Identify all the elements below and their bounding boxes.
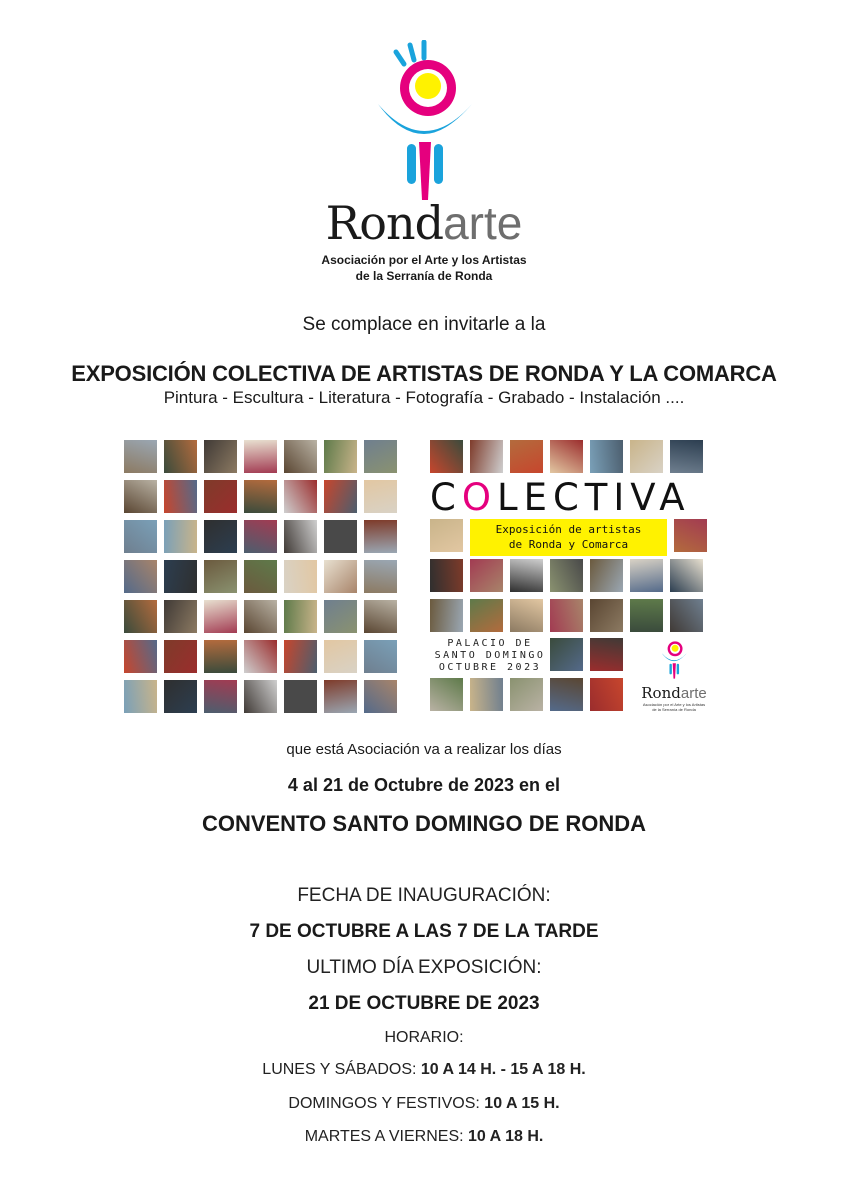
artwork-thumbnail: [324, 640, 357, 673]
artwork-mosaic-left: [124, 440, 397, 713]
artwork-thumbnail: [164, 440, 197, 473]
poster-headline: [430, 478, 710, 518]
poster-middle-rows: [430, 559, 703, 632]
artwork-thumbnail: [470, 559, 503, 592]
poster-venue-line-3: OCTUBRE 2023: [438, 662, 542, 673]
hours-row: [0, 1128, 848, 1146]
hours-row: [0, 1095, 848, 1113]
artwork-thumbnail: [550, 678, 583, 711]
exhibition-title: EXPOSICIÓN COLECTIVA DE ARTISTAS DE RONDA Y LA COMARCA: [71, 361, 777, 386]
artwork-thumbnail: [164, 480, 197, 513]
artwork-thumbnail: [284, 520, 317, 553]
artwork-thumbnail: [284, 480, 317, 513]
wordmark-arte: arte: [443, 197, 523, 249]
artwork-thumbnail: [590, 599, 623, 632]
artwork-thumbnail: [244, 440, 277, 473]
poster-bottom-row: [430, 678, 623, 711]
artwork-thumbnail: [204, 680, 237, 713]
hours-time: 10 A 14 H. - 15 A 18 H.: [420, 1061, 586, 1078]
poster-mini-logo-icon: [659, 636, 689, 680]
last-day-label: ULTIMO DÍA EXPOSICIÓN:: [306, 957, 542, 978]
artwork-thumbnail: [550, 599, 583, 632]
poster-mini-rond: Rond: [641, 684, 681, 702]
artwork-thumbnail: [364, 480, 397, 513]
logo-tagline-line-1: Asociación por el Arte y los Artistas: [321, 253, 527, 267]
artwork-thumbnail: [324, 440, 357, 473]
artwork-thumbnail: [670, 559, 703, 592]
poster-headline-o: O: [461, 476, 497, 519]
artwork-thumbnail: [430, 559, 463, 592]
artwork-thumbnail: [204, 640, 237, 673]
artwork-thumbnail: [510, 599, 543, 632]
artwork-thumbnail: [244, 520, 277, 553]
artwork-thumbnail: [244, 560, 277, 593]
artwork-thumbnail: [164, 520, 197, 553]
artwork-thumbnail: [430, 519, 463, 552]
artwork-thumbnail: [674, 519, 707, 552]
rondarte-logo-figure-icon: [374, 40, 474, 205]
artwork-thumbnail: [430, 599, 463, 632]
poster-venue-line-1: PALACIO DE: [447, 638, 533, 649]
poster-headline-c: C: [430, 476, 462, 519]
poster-venue-line-2: SANTO DOMINGO: [434, 650, 546, 661]
artwork-thumbnail: [550, 440, 583, 473]
logo-tagline-line-2: de la Serranía de Ronda: [355, 269, 493, 283]
artwork-thumbnail: [164, 680, 197, 713]
artwork-thumbnail: [284, 680, 317, 713]
artwork-thumbnail: [510, 559, 543, 592]
artwork-thumbnail: [590, 638, 623, 671]
artwork-thumbnail: [510, 440, 543, 473]
artwork-thumbnail: [164, 560, 197, 593]
artwork-thumbnail: [470, 599, 503, 632]
artwork-thumbnail: [284, 560, 317, 593]
artwork-thumbnail: [364, 440, 397, 473]
artwork-thumbnail: [324, 480, 357, 513]
artwork-thumbnail: [590, 440, 623, 473]
opening-label: FECHA DE INAUGURACIÓN:: [297, 885, 551, 906]
poster-mini-tagline-1: Asociación por el Arte y los Artistas: [642, 702, 706, 707]
artwork-thumbnail: [284, 640, 317, 673]
poster-mini-tagline-2: de la Serranía de Ronda: [652, 707, 696, 712]
artwork-thumbnail: [670, 440, 703, 473]
artwork-thumbnail: [590, 559, 623, 592]
artwork-thumbnail: [364, 600, 397, 633]
artwork-thumbnail: [284, 600, 317, 633]
poster-venue: [430, 638, 550, 674]
poster-subtitle-box: [470, 519, 667, 556]
artwork-thumbnail: [244, 600, 277, 633]
artwork-thumbnail: [124, 600, 157, 633]
artwork-thumbnail: [590, 678, 623, 711]
rondarte-wordmark: [0, 196, 848, 250]
artwork-thumbnail: [670, 599, 703, 632]
artwork-thumbnail: [550, 559, 583, 592]
artwork-thumbnail: [284, 440, 317, 473]
hours-days: DOMINGOS Y FESTIVOS:: [288, 1095, 480, 1112]
hours-time: 10 A 15 H.: [484, 1095, 560, 1112]
poster-mini-arte: arte: [680, 685, 707, 702]
artwork-thumbnail: [364, 520, 397, 553]
artwork-thumbnail: [364, 560, 397, 593]
body-intro: que está Asociación va a realizar los días: [286, 741, 562, 758]
artwork-thumbnail: [244, 680, 277, 713]
artwork-thumbnail: [124, 440, 157, 473]
artwork-thumbnail: [204, 480, 237, 513]
artwork-thumbnail: [324, 560, 357, 593]
poster-box-line-2: de Ronda y Comarca: [508, 538, 629, 551]
exhibition-subtitle: Pintura - Escultura - Literatura - Fotografía - Grabado - Instalación ....: [163, 388, 685, 407]
artwork-thumbnail: [124, 480, 157, 513]
artwork-thumbnail: [324, 520, 357, 553]
poster-top-row: [430, 440, 703, 473]
artwork-thumbnail: [430, 678, 463, 711]
artwork-thumbnail: [630, 599, 663, 632]
artwork-thumbnail: [244, 480, 277, 513]
artwork-thumbnail: [124, 640, 157, 673]
hours-days: LUNES Y SÁBADOS:: [262, 1061, 417, 1078]
poster-lower-middle: [550, 638, 623, 671]
hours-days: MARTES A VIERNES:: [304, 1128, 464, 1145]
exhibition-venue: CONVENTO SANTO DOMINGO DE RONDA: [201, 811, 647, 836]
artwork-thumbnail: [164, 640, 197, 673]
artwork-thumbnail: [204, 600, 237, 633]
artwork-thumbnail: [470, 678, 503, 711]
artwork-thumbnail: [324, 600, 357, 633]
artwork-thumbnail: [364, 640, 397, 673]
artwork-thumbnail: [124, 680, 157, 713]
artwork-thumbnail: [630, 559, 663, 592]
hours-label: HORARIO:: [384, 1029, 464, 1046]
wordmark-rond: Rond: [325, 196, 444, 250]
hours-row: [0, 1061, 848, 1079]
artwork-thumbnail: [510, 678, 543, 711]
last-day-value: 21 DE OCTUBRE DE 2023: [308, 993, 540, 1014]
artwork-thumbnail: [124, 520, 157, 553]
poster-box-line-1: Exposición de artistas: [495, 523, 642, 536]
poster-mini-wordmark: [640, 685, 708, 702]
artwork-thumbnail: [470, 440, 503, 473]
exhibition-dates: 4 al 21 de Octubre de 2023 en el: [287, 775, 561, 795]
artwork-thumbnail: [124, 560, 157, 593]
opening-value: 7 DE OCTUBRE A LAS 7 DE LA TARDE: [249, 921, 599, 942]
poster-side-left: [430, 519, 463, 552]
artwork-thumbnail: [430, 440, 463, 473]
artwork-thumbnail: [164, 600, 197, 633]
artwork-thumbnail: [204, 560, 237, 593]
poster-headline-rest: LECTIVA: [496, 476, 691, 519]
artwork-thumbnail: [204, 440, 237, 473]
artwork-thumbnail: [324, 680, 357, 713]
artwork-thumbnail: [244, 640, 277, 673]
invitation-text: Se complace en invitarle a la: [302, 314, 546, 335]
poster-side-right: [674, 519, 707, 552]
hours-time: 10 A 18 H.: [468, 1128, 544, 1145]
artwork-thumbnail: [364, 680, 397, 713]
poster-mini-logo: [640, 636, 708, 712]
artwork-thumbnail: [550, 638, 583, 671]
artwork-thumbnail: [630, 440, 663, 473]
artwork-thumbnail: [204, 520, 237, 553]
